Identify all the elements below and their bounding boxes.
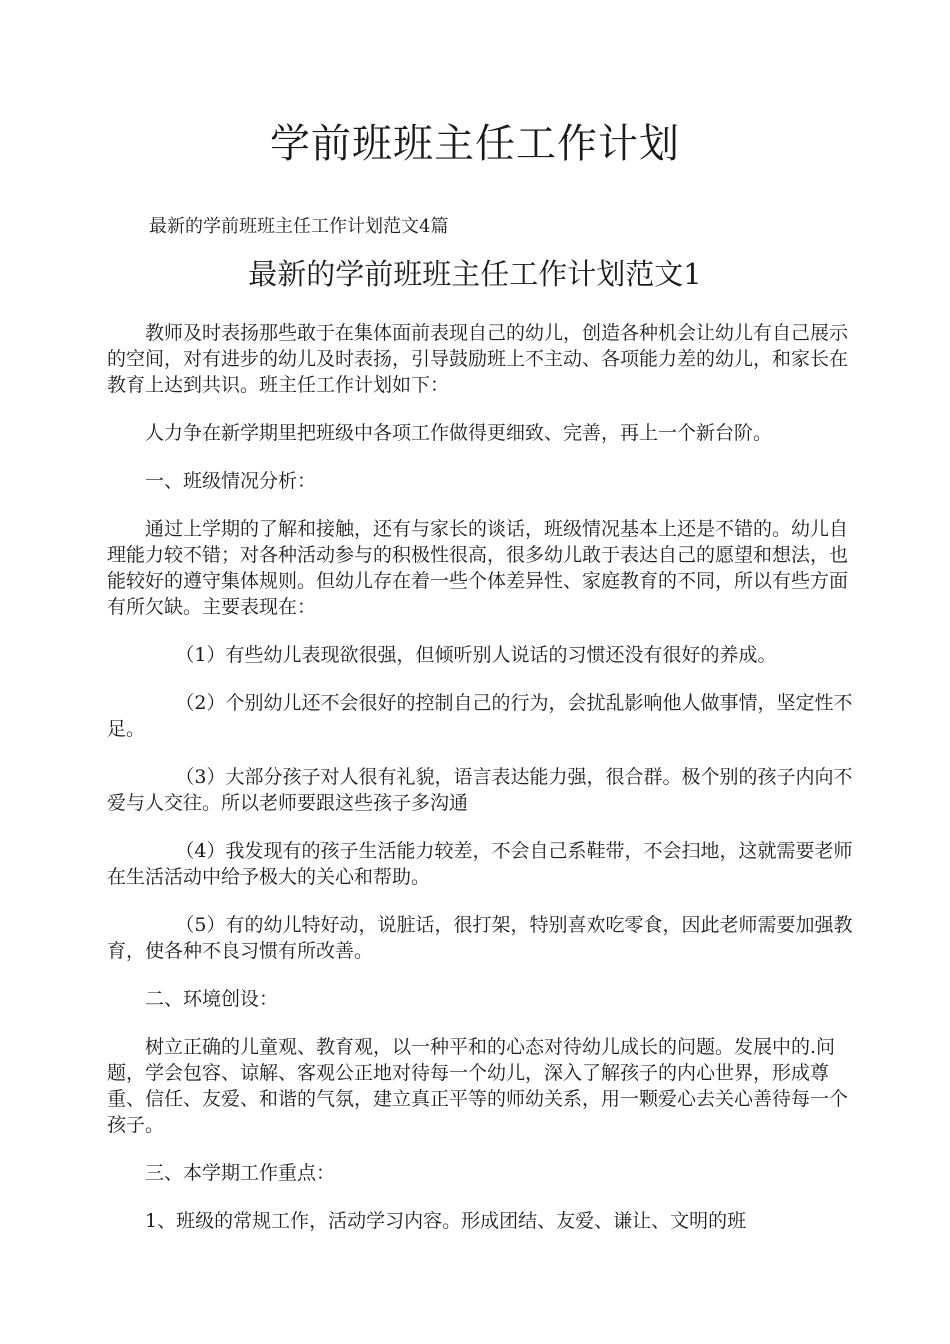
heading-work-focus: 三、本学期工作重点： [145, 1162, 336, 1184]
list-item: （1）有些幼儿表现欲很强，但倾听别人说话的习惯还没有很好的养成。 [175, 644, 777, 666]
document-title: 学前班班主任工作计划 [270, 121, 680, 167]
list-item: （5）有的幼儿特好动，说脏话，很打架，特别喜欢吃零食，因此老师需要加强教育，使各种不良习惯有所改善。 [107, 914, 853, 962]
heading-environment: 二、环境创设： [145, 988, 279, 1010]
document-subtitle: 最新的学前班班主任工作计划范文4篇 [149, 216, 449, 237]
list-item: （4）我发现有的孩子生活能力较差，不会自己系鞋带，不会扫地，这就需要老师在生活活动中给予极大的关心和帮助。 [107, 840, 853, 888]
heading-class-analysis: 一、班级情况分析： [145, 470, 317, 492]
list-item: （2）个别幼儿还不会很好的控制自己的行为，会扰乱影响他人做事情，坚定性不足。 [107, 692, 853, 740]
document-body [107, 320, 855, 1256]
paragraph: 树立正确的儿童观、教育观，以一种平和的心态对待幼儿成长的问题。发展中的.问题，学会包容、谅解、客观公正地对待每一个幼儿，深入了解孩子的内心世界，形成尊重、信任、友爱、和谐的气氛，建立真正平等的师幼关系，用一颗爱心去关心善待每一个孩子。 [107, 1036, 849, 1136]
paragraph: 1、班级的常规工作，活动学习内容。形成团结、友爱、谦让、文明的班 [145, 1210, 747, 1232]
list-item: （3）大部分孩子对人很有礼貌，语言表达能力强，很合群。极个别的孩子内向不爱与人交往。所以老师要跟这些孩子多沟通 [107, 766, 853, 814]
paragraph: 教师及时表扬那些敢于在集体面前表现自己的幼儿，创造各种机会让幼儿有自己展示的空间，对有进步的幼儿及时表扬，引导鼓励班上不主动、各项能力差的幼儿，和家长在教育上达到共识。班主任工作计划如下： [107, 322, 849, 396]
section-title: 最新的学前班班主任工作计划范文1 [248, 257, 702, 291]
paragraph: 通过上学期的了解和接触，还有与家长的谈话，班级情况基本上还是不错的。幼儿自理能力较不错；对各种活动参与的积极性很高，很多幼儿敢于表达自己的愿望和想法，也能较好的遵守集体规则。但幼儿存在着一些个体差异性、家庭教育的不同，所以有些方面有所欠缺。主要表现在： [107, 518, 849, 618]
paragraph: 人力争在新学期里把班级中各项工作做得更细致、完善，再上一个新台阶。 [145, 422, 773, 444]
